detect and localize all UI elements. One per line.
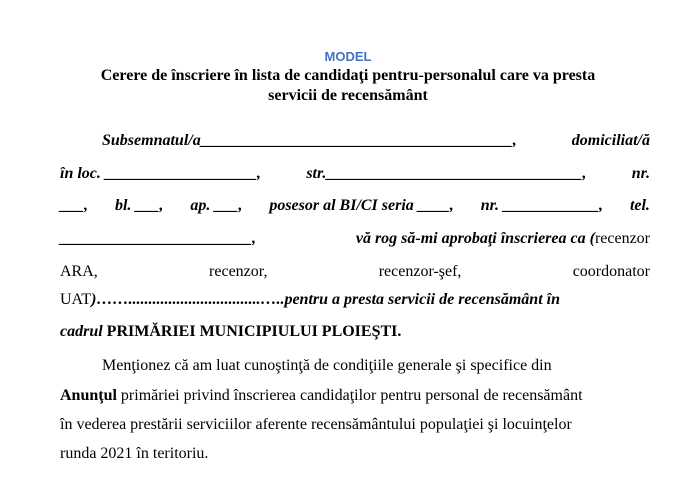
phone-field[interactable]: ________________________, (60, 230, 256, 247)
paragraph-line-1: Menţionez că am luat cunoştinţă de condiţiile generale şi specifice din (102, 357, 552, 374)
page-title-line-2: servicii de recensământ (268, 87, 428, 104)
paragraph-line-2-rest: primăriei privind înscrierea candidaţilor pentru personal de recensământ (116, 387, 583, 404)
paragraph-line-2 (60, 386, 650, 406)
number-field[interactable]: ___, (60, 197, 88, 214)
request-text-main: vă rog să-mi aprobaţi înscrierea ca ( (355, 230, 595, 247)
role-ara: ARA, (60, 263, 98, 280)
purpose-text: )…….................................…..pentru a presta servicii de recensământ în (91, 291, 560, 308)
form-line-roles (60, 262, 650, 282)
locality-field[interactable]: în loc. ___________________, (60, 165, 261, 182)
institution-prefix: cadrul (60, 323, 103, 340)
block-field[interactable]: bl. ___, (114, 197, 164, 214)
domicile-label: domiciliat/ă (571, 132, 650, 149)
form-line-purpose (60, 290, 650, 310)
form-line-request (60, 229, 650, 249)
number-label: nr. (631, 165, 650, 182)
paragraph-line-4: runda 2021 în teritoriu. (60, 445, 209, 462)
id-series-field[interactable]: posesor al BI/CI seria ____, (269, 197, 454, 214)
phone-label: tel. (629, 197, 650, 214)
role-recenzor: recenzor (594, 230, 650, 247)
role-coordonator: coordonator (572, 263, 650, 280)
paragraph-line-3: în vederea prestării serviciilor aferente recensământului populaţiei şi locuinţelor (60, 416, 572, 433)
form-line-address (60, 164, 650, 184)
id-number-field[interactable]: nr. ____________, (480, 197, 603, 214)
page-title-line-1: Cerere de înscriere în lista de candidaţi pentru-personalul care va presta (100, 67, 596, 84)
street-field[interactable]: str.________________________________, (306, 165, 587, 182)
institution-name: PRIMĂRIEI MUNICIPIULUI PLOIEŞTI. (102, 323, 402, 340)
model-label: MODEL (324, 49, 372, 64)
request-text (356, 229, 650, 249)
role-recenzor-sef: recenzor-şef, (378, 263, 462, 280)
role-uat: UAT (60, 291, 92, 308)
name-field[interactable]: Subsemnatul/a_______________________________________, (102, 132, 517, 149)
form-line-name (102, 131, 650, 151)
form-line-id (60, 196, 650, 216)
role-recenzor-2: recenzor, (209, 263, 268, 280)
apartment-field[interactable]: ap. ___, (190, 197, 243, 214)
form-line-institution (60, 322, 650, 342)
announcement-bold: Anunţul (60, 387, 117, 404)
